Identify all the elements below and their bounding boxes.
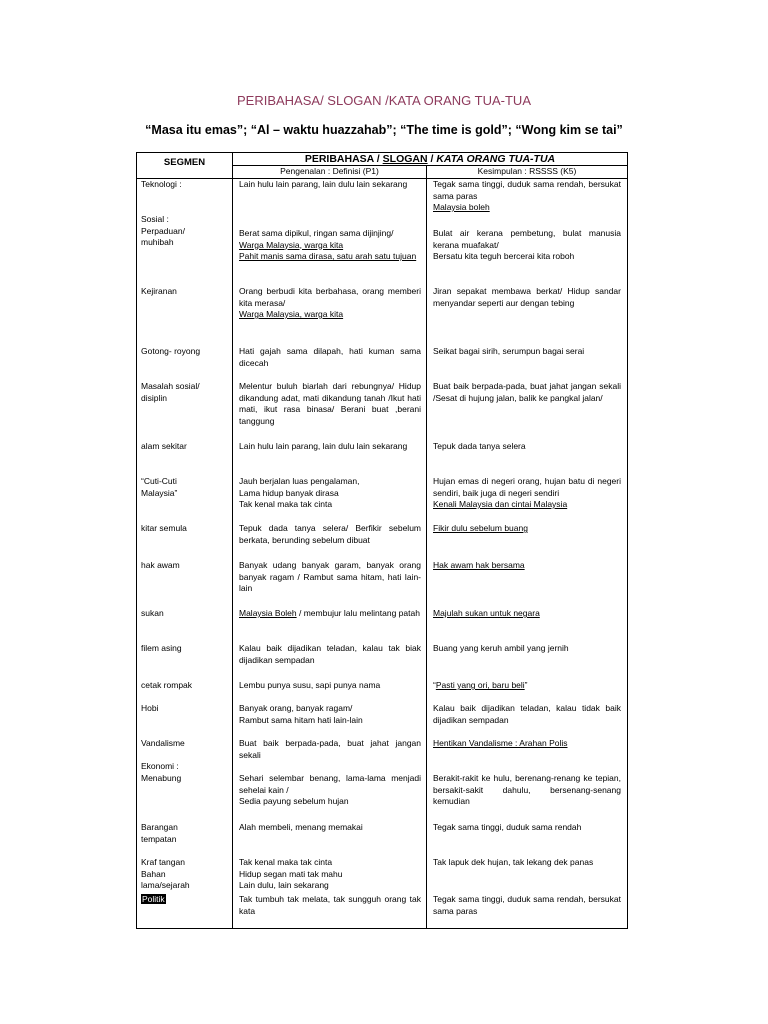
segment-cell [141, 214, 229, 249]
p1-text: Alah membeli, menang memakai [239, 822, 363, 832]
p1-text: Jauh berjalan luas pengalaman, [239, 476, 360, 486]
header-slogan: SLOGAN [382, 153, 428, 165]
k5-cell [433, 228, 621, 263]
header-p1: Pengenalan : Definisi (P1) [280, 166, 379, 176]
p1-text: Sedia payung sebelum hujan [239, 796, 349, 806]
k5-cell [433, 523, 621, 535]
p1-text: Warga Malaysia, warga kita [239, 309, 344, 319]
p1-cell [239, 822, 421, 834]
k5-text: Malaysia boleh [433, 202, 490, 212]
segment-label: Ekonomi : [141, 761, 179, 771]
segment-label: Hobi [141, 703, 159, 713]
p1-text: Lain dulu, lain sekarang [239, 880, 329, 890]
k5-text: Buang yang keruh ambil yang jernih [433, 643, 569, 653]
segment-cell [141, 286, 229, 298]
proverb-table [136, 152, 628, 929]
segment-label: kitar semula [141, 523, 187, 533]
p1-text: Lain hulu lain parang, lain dulu lain sekarang [239, 441, 408, 451]
k5-text: Tegak sama tinggi, duduk sama rendah, bersukat sama paras [433, 179, 621, 201]
segment-label: Masalah sosial/ disiplin [141, 381, 200, 403]
p1-text: Kalau baik dijadikan teladan, kalau tak biak dijadikan sempadan [239, 643, 421, 665]
segment-label: Sosial : [141, 214, 169, 224]
segment-label: Menabung [141, 772, 182, 783]
segment-label: Barangan tempatan [141, 822, 178, 844]
segment-label: Teknologi : [141, 179, 182, 189]
p1-cell [239, 476, 421, 511]
segment-cell [141, 381, 229, 404]
k5-text: Hujan emas di negeri orang, hujan batu di negeri sendiri, baik juga di negeri sendiri [433, 476, 621, 498]
k5-cell [433, 680, 621, 692]
p1-cell [239, 857, 421, 892]
p1-text: Rambut sama hitam hati lain-lain [239, 714, 363, 725]
p1-cell [239, 228, 421, 263]
segment-label: Kraf tangan [141, 857, 185, 867]
p1-cell [239, 773, 421, 808]
header-separator: / [427, 153, 437, 165]
k5-text: Bersatu kita teguh bercerai kita roboh [433, 251, 575, 261]
p1-cell [239, 680, 421, 692]
p1-cell [239, 560, 421, 595]
segment-cell [141, 560, 229, 572]
p1-text: Lembu punya susu, sapi punya nama [239, 680, 381, 690]
header-peribahasa: PERIBAHASA [304, 153, 374, 165]
k5-text: “ [433, 680, 436, 690]
segment-cell [141, 346, 229, 358]
p1-text: Hati gajah sama dilapah, hati kuman sama dicecah [239, 346, 421, 368]
p1-text: Lain hulu lain parang, lain dulu lain sekarang [239, 179, 408, 189]
p1-cell [239, 523, 421, 546]
k5-text: Tegak sama tinggi, duduk sama rendah [433, 822, 582, 832]
k5-cell [433, 560, 621, 572]
p1-cell [239, 381, 421, 427]
segment-label: filem asing [141, 643, 182, 653]
p1-text: Hidup segan mati tak mahu [239, 868, 343, 879]
segment-label: Vandalisme [141, 738, 185, 748]
column-divider [232, 153, 233, 928]
k5-cell [433, 773, 621, 808]
k5-text: Majulah sukan untuk negara [433, 608, 540, 618]
k5-text: Bulat air kerana pembetung, bulat manusia kerana muafakat/ [433, 228, 621, 250]
k5-text: Fikir dulu sebelum buang [433, 523, 528, 533]
p1-text: Melentur buluh biarlah dari rebungnya/ Hidup dikandung adat, mati dikandung tanah /Ikut hati mati, ikut rasa binasa/ Berani buat ,berani tanggung [239, 381, 421, 426]
segment-cell [141, 608, 229, 620]
p1-text: Tepuk dada tanya selera/ Berfikir sebelum berkata, berunding sebelum dibuat [239, 523, 421, 545]
k5-text: Berakit-rakit ke hulu, berenang-renang ke tepian, bersakit-sakit dahulu, bersenang-senang kemudian [433, 773, 621, 806]
segment-label: Bahan lama/sejarah [141, 868, 190, 890]
segment-cell [141, 680, 229, 692]
segment-label: Kejiranan [141, 286, 177, 296]
segment-label-highlighted: Politik [142, 894, 165, 904]
p1-cell [239, 441, 421, 453]
header-kata: KATA ORANG TUA-TUA [436, 153, 556, 165]
k5-cell [433, 286, 621, 309]
p1-text: Malaysia Boleh [239, 608, 297, 618]
segment-cell [141, 857, 229, 892]
p1-text: Tak kenal maka tak cinta [239, 857, 333, 867]
header-main [233, 153, 627, 165]
p1-text: Berat sama dipikul, ringan sama dijinjing/ [239, 228, 394, 238]
k5-text: Tegak sama tinggi, duduk sama rendah, bersukat sama paras [433, 894, 621, 916]
segment-cell [141, 822, 229, 845]
segment-cell [141, 761, 229, 784]
segment-label: Gotong- royong [141, 346, 201, 356]
segment-cell [141, 523, 229, 535]
k5-text: Hak awam hak bersama [433, 560, 525, 570]
k5-cell [433, 857, 621, 869]
p1-cell [239, 703, 421, 726]
p1-text: Warga Malaysia, warga kita [239, 239, 344, 250]
k5-cell [433, 179, 621, 214]
p1-text: Orang berbudi kita berbahasa, orang memberi kita merasa/ [239, 286, 421, 308]
segment-label: hak awam [141, 560, 180, 570]
segment-cell [141, 738, 229, 750]
p1-text: Buat baik berpada-pada, buat jahat jangan sekali [239, 738, 421, 760]
segment-cell [141, 179, 229, 191]
p1-text: Tak kenal maka tak cinta [239, 499, 333, 509]
k5-text: Jiran sepakat membawa berkat/ Hidup sandar menyandar seperti aur dengan tebing [433, 286, 621, 308]
k5-text: Buat baik berpada-pada, buat jahat jangan sekali /Sesat di hujung jalan, balik ke pangkal jalan/ [433, 381, 621, 403]
segment-cell [141, 441, 229, 453]
k5-cell [433, 822, 621, 834]
p1-cell [239, 738, 421, 761]
k5-text: Tepuk dada tanya selera [433, 441, 526, 451]
p1-cell [239, 894, 421, 917]
column-divider [426, 166, 427, 928]
k5-cell [433, 608, 621, 620]
page-subtitle: “Masa itu emas”; “Al – waktu huazzahab”; “The time is gold”; “Wong kim se tai” [145, 123, 623, 137]
k5-cell [433, 703, 621, 726]
p1-cell [239, 346, 421, 369]
k5-cell [433, 441, 621, 453]
k5-cell [433, 476, 621, 511]
segment-label: “Cuti-Cuti Malaysia” [141, 476, 178, 498]
p1-text: Sehari selembar benang, lama-lama menjadi sehelai kain / [239, 773, 421, 795]
k5-text: Kalau baik dijadikan teladan, kalau tidak baik dijadikan sempadan [433, 703, 621, 725]
k5-text: Tak lapuk dek hujan, tak lekang dek panas [433, 857, 594, 867]
table-header [137, 153, 627, 179]
k5-cell [433, 894, 621, 917]
p1-text: Banyak udang banyak garam, banyak orang banyak ragam / Rambut sama hitam, hati lain-lain [239, 560, 421, 593]
k5-text: Kenali Malaysia dan cintai Malaysia [433, 499, 568, 509]
p1-text: Tak tumbuh tak melata, tak sungguh orang tak kata [239, 894, 421, 916]
page-title: PERIBAHASA/ SLOGAN /KATA ORANG TUA-TUA [236, 93, 531, 108]
segment-cell [141, 476, 229, 499]
p1-text: / membujur lalu melintang patah [296, 608, 420, 618]
p1-cell [239, 286, 421, 321]
p1-text: Pahit manis sama dirasa, satu arah satu tujuan [239, 251, 417, 261]
p1-cell [239, 608, 421, 620]
segment-label: cetak rompak [141, 680, 193, 690]
k5-text: Seikat bagai sirih, serumpun bagai serai [433, 346, 585, 356]
segment-label: alam sekitar [141, 441, 187, 451]
k5-text: Pasti yang ori, baru beli [435, 680, 525, 690]
p1-cell [239, 179, 421, 191]
segment-cell [141, 894, 229, 906]
header-k5: Kesimpulan : RSSSS (K5) [477, 166, 577, 176]
k5-cell [433, 381, 621, 404]
segment-label: Perpaduan/ muhibah [141, 225, 185, 247]
header-segmen: SEGMEN [163, 157, 206, 168]
p1-cell [239, 643, 421, 666]
header-separator: / [373, 153, 383, 165]
k5-text: Hentikan Vandalisme : Arahan Polis [433, 738, 568, 748]
p1-text: Banyak orang, banyak ragam/ [239, 703, 353, 713]
k5-cell [433, 738, 621, 750]
segment-label: sukan [141, 608, 164, 618]
k5-text: ” [524, 680, 528, 690]
p1-text: Lama hidup banyak dirasa [239, 487, 339, 498]
k5-cell [433, 346, 621, 358]
k5-cell [433, 643, 621, 655]
segment-cell [141, 643, 229, 655]
segment-cell [141, 703, 229, 715]
